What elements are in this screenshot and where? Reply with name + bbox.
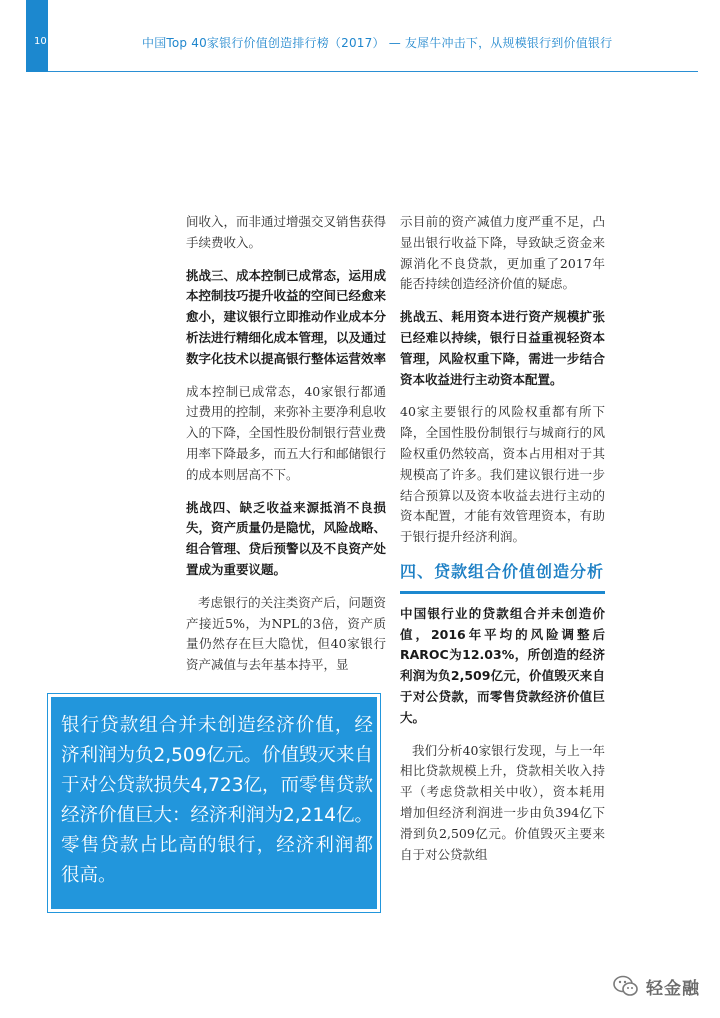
right-column: [400, 212, 605, 877]
challenge3-body: 成本控制已成常态，40家银行都通过费用的控制，来弥补主要净利息收入的下降，全国性股份制银行营业费用率下降最多，而五大行和邮储银行的成本则居高不下。: [186, 383, 387, 482]
challenge5-body: 40家主要银行的风险权重都有所下降，全国性股份制银行与城商行的风险权重仍然较高，资本占用相对于其规模高了许多。我们建议银行进一步结合预算以及资本收益去进行主动的资本配置，才能有效管理资本，有助于银行提升经济利润。: [400, 404, 605, 545]
challenge3-heading: 挑战三、成本控制已成常态，运用成本控制技巧提升收益的空间已经愈来愈小，建议银行立即推动作业成本分析法进行精细化成本管理，以及通过数字化技术以提高银行整体运营效率: [186, 267, 387, 366]
section4-heading: 四、贷款组合价值创造分析: [400, 560, 605, 594]
right-para-continued: 示目前的资产减值力度严重不足，凸显出银行收益下降，导致缺乏资金来源消化不良贷款，更加重了2017年能否持续创造经济价值的疑虑。: [400, 214, 605, 292]
challenge4-heading: 挑战四、缺乏收益来源抵消不良损失，资产质量仍是隐忧，风险战略、组合管理、贷后预警以及不良资产处置成为重要议题。: [186, 499, 387, 577]
page-number: 10: [34, 36, 47, 47]
header-divider: [48, 71, 698, 72]
section4-lead: 中国银行业的贷款组合并未创造价值，2016年平均的风险调整后RAROC为12.03%，所创造的经济利润为负2,509亿元，价值毁灭来自于对公贷款，而零售贷款经济价值巨大。: [400, 605, 605, 725]
pull-quote-box: [48, 694, 380, 912]
section4-body: 我们分析40家银行发现，与上一年相比贷款规模上升，贷款相关收入持平（考虑贷款相关中收），资本耗用增加但经济利润进一步由负394亿下滑到负2,509亿元。价值毁灭主要来自于对公贷款组: [400, 742, 605, 862]
challenge5-heading: 挑战五、耗用资本进行资产规模扩张已经难以持续，银行日益重视轻资本管理，风险权重下降，需进一步结合资本收益进行主动资本配置。: [400, 309, 605, 387]
wechat-icon: [612, 972, 640, 1000]
left-column: [186, 212, 386, 688]
challenge4-body: 考虑银行的关注类资产后，问题资产接近5%，为NPL的3倍，资产质量仍然存在巨大隐忧，但40家银行资产减值与去年基本持平，显: [186, 594, 386, 673]
pull-quote-text: 银行贷款组合并未创造经济价值，经济利润为负2,509亿元。价值毁灭来自于对公贷款损失4,723亿，而零售贷款经济价值巨大：经济利润为2,214亿。零售贷款占比高的银行，经济利润都很高。: [61, 715, 373, 886]
page-header: [0, 0, 720, 88]
left-para-continued: 间收入，而非通过增强交叉销售获得手续费收入。: [186, 214, 387, 250]
watermark: [612, 966, 712, 1006]
watermark-text: 轻金融: [646, 978, 700, 999]
running-title: 中国Top 40家银行价值创造排行榜（2017） — 友犀牛冲击下，从规模银行到价值银行: [142, 36, 613, 50]
